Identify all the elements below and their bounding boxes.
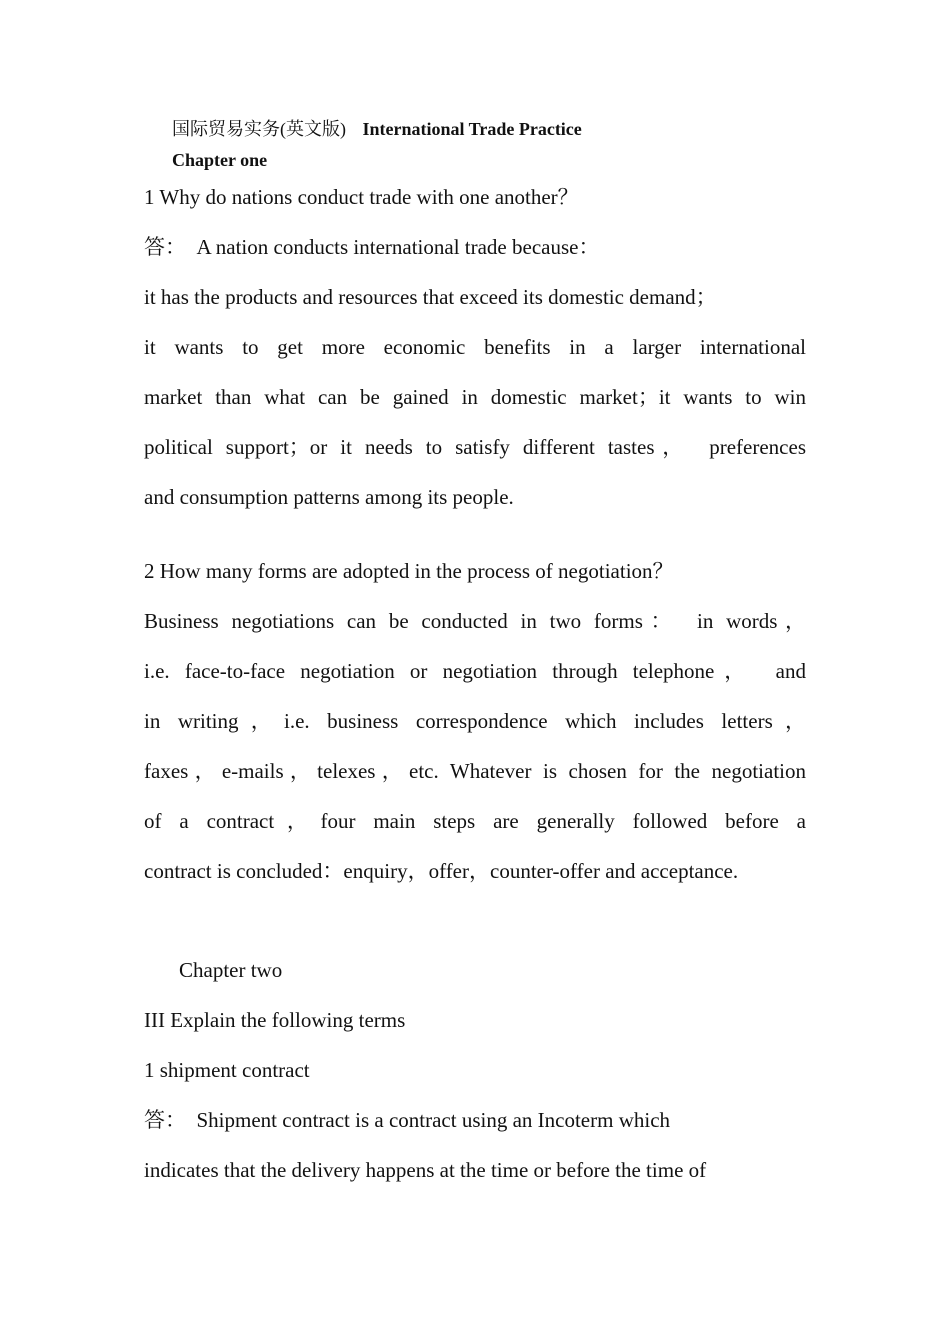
answer-1-line: 答： A nation conducts international trade because： (144, 235, 600, 259)
answer-2-line: in writing，i.e. business correspondence which includes letters， (144, 709, 806, 733)
section-heading: III Explain the following terms (144, 1008, 406, 1032)
answer-2-line: faxes，e-mails，telexes，etc. Whatever is chosen for the negotiation (144, 759, 806, 783)
chapter-two-heading: Chapter two (179, 958, 283, 982)
answer-2-line: i.e. face-to-face negotiation or negotiation through telephone， and (144, 659, 806, 683)
term-answer-line: indicates that the delivery happens at the time or before the time of (144, 1158, 707, 1182)
question-1: 1 Why do nations conduct trade with one another？ (144, 185, 579, 209)
term-answer-line: 答： Shipment contract is a contract using an Incoterm which (144, 1108, 671, 1132)
chapter-one-heading: Chapter one (172, 150, 268, 170)
title-chinese: 国际贸易实务(英文版) (172, 119, 346, 139)
document-header (172, 117, 582, 141)
title-english: International Trade Practice (362, 119, 582, 139)
answer-2-line: of a contract，four main steps are generally followed before a (144, 809, 806, 833)
answer-2-line: contract is concluded：enquiry，offer，counter-offer and acceptance. (144, 859, 739, 883)
answer-1-line: political support；or it needs to satisfy different tastes， preferences (144, 435, 806, 459)
answer-2-line: Business negotiations can be conducted in two forms： in words， (144, 609, 806, 633)
question-2: 2 How many forms are adopted in the process of negotiation？ (144, 559, 674, 583)
answer-1-line: market than what can be gained in domestic market；it wants to win (144, 385, 806, 409)
answer-1-line: it has the products and resources that exceed its domestic demand； (144, 285, 717, 309)
answer-1-line: it wants to get more economic benefits in a larger international (144, 335, 806, 359)
answer-1-line: and consumption patterns among its people. (144, 485, 514, 509)
term-heading: 1 shipment contract (144, 1058, 310, 1082)
